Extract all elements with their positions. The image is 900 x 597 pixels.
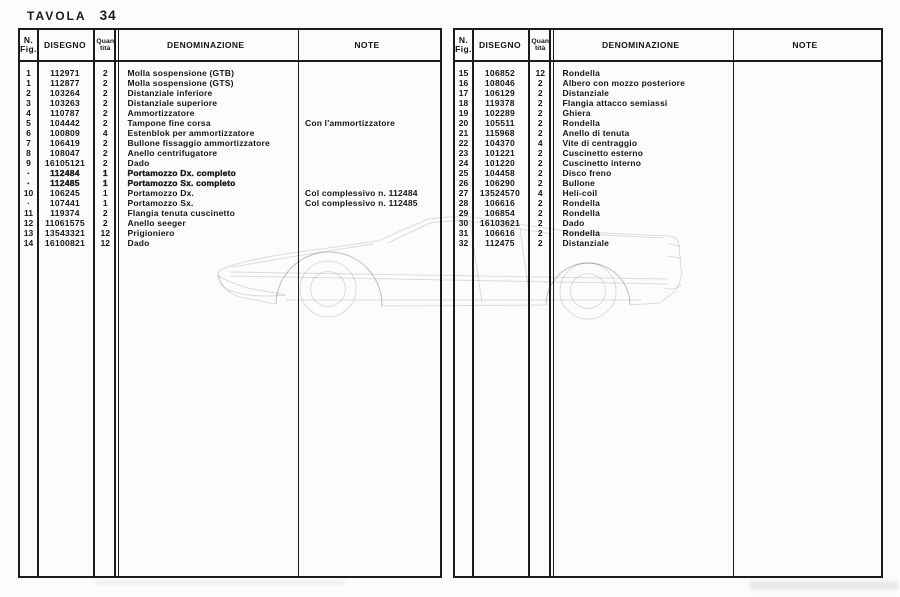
cell-fig: · — [27, 168, 30, 178]
header-note: NOTE — [792, 39, 818, 50]
page-title — [27, 8, 117, 23]
cell-qty: 2 — [537, 118, 543, 128]
cell-disegno: 11061575 — [45, 218, 85, 228]
table-row — [20, 68, 440, 78]
table-row — [455, 158, 881, 168]
table-row — [455, 178, 881, 188]
cell-denom: Flangia attacco semiassi — [562, 98, 668, 108]
cell-qty: 2 — [102, 108, 108, 118]
cell-disegno: 108047 — [49, 148, 81, 158]
cell-disegno: 106245 — [49, 188, 81, 198]
cell-fig: 24 — [458, 158, 469, 168]
cell-denom: Disco freno — [562, 168, 612, 178]
table-row — [20, 148, 440, 158]
cell-disegno: 103264 — [49, 88, 81, 98]
cell-qty: 2 — [537, 178, 543, 188]
cell-denom: Dado — [127, 158, 150, 168]
cell-qty: 12 — [100, 238, 110, 248]
header-denominazione: DENOMINAZIONE — [167, 39, 245, 50]
cell-denom: Estenblok per ammortizzatore — [127, 128, 255, 138]
cell-fig: 26 — [458, 178, 469, 188]
table-row — [20, 168, 440, 178]
cell-qty: 2 — [102, 138, 108, 148]
cell-fig: 7 — [26, 138, 31, 148]
cell-fig: 6 — [26, 128, 31, 138]
cell-qty: 2 — [537, 238, 543, 248]
table-row — [20, 198, 440, 208]
cell-fig: 30 — [458, 218, 469, 228]
table-row — [455, 168, 881, 178]
cell-disegno: 108046 — [484, 78, 516, 88]
cell-qty: 2 — [537, 78, 543, 88]
cell-qty: 2 — [537, 228, 543, 238]
cell-qty: 1 — [102, 178, 108, 188]
header-qty-line1: Quan — [96, 37, 115, 45]
cell-disegno: 101220 — [484, 158, 516, 168]
cell-denom: Rondella — [562, 228, 600, 238]
cell-fig: 32 — [458, 238, 469, 248]
header-fig — [20, 36, 37, 54]
header-fig-line1: N. — [458, 35, 469, 46]
cell-denom: Cuscinetto interno — [562, 158, 642, 168]
cell-denom: Prigioniero — [127, 228, 175, 238]
cell-fig: 11 — [24, 208, 33, 218]
cell-disegno: 13524570 — [479, 188, 521, 198]
cell-qty: 1 — [102, 188, 108, 198]
scan-smudge-left — [95, 580, 345, 585]
cell-fig: · — [27, 178, 30, 188]
table-row — [20, 238, 440, 248]
cell-denom: Bullone fissaggio ammortizzatore — [127, 138, 270, 148]
table-row — [20, 88, 440, 98]
cell-fig: 2 — [26, 88, 31, 98]
cell-fig: · — [27, 198, 30, 208]
header-qty-line2: tità — [99, 45, 111, 52]
table-body-left — [20, 62, 440, 576]
cell-denom: Anello seeger — [127, 218, 186, 228]
cell-fig: 21 — [458, 128, 469, 138]
page-number: 34 — [99, 8, 117, 23]
table-row — [455, 148, 881, 158]
cell-qty: 2 — [102, 158, 108, 168]
cell-fig: 8 — [26, 148, 31, 158]
cell-denom: Heli-coil — [562, 188, 598, 198]
row-filler — [455, 248, 881, 576]
cell-denom: Distanziale — [562, 238, 610, 248]
table-row — [455, 98, 881, 108]
cell-fig: 27 — [458, 188, 469, 198]
cell-denom: Anello centrifugatore — [127, 148, 218, 158]
cell-qty: 1 — [102, 168, 108, 178]
cell-disegno: 106129 — [484, 88, 516, 98]
cell-denom: Molla sospensione (GTB) — [127, 68, 235, 78]
cell-fig: 29 — [458, 208, 469, 218]
cell-disegno: 112971 — [50, 68, 80, 78]
cell-fig: 19 — [458, 108, 469, 118]
table-row — [455, 128, 881, 138]
cell-disegno: 110787 — [50, 108, 80, 118]
cell-note: Col complessivo n. 112484 — [305, 188, 418, 198]
cell-qty: 2 — [102, 68, 108, 78]
cell-fig: 1 — [26, 68, 31, 78]
row-filler — [20, 248, 440, 576]
cell-qty: 2 — [537, 198, 543, 208]
cell-note: Con l'ammortizzatore — [305, 118, 396, 128]
cell-qty: 2 — [102, 98, 108, 108]
cell-fig: 5 — [26, 118, 31, 128]
cell-qty: 2 — [537, 218, 543, 228]
cell-disegno: 112485 — [50, 178, 80, 188]
header-qty-line2: tità — [534, 45, 546, 52]
cell-fig: 4 — [26, 108, 31, 118]
cell-denom: Albero con mozzo posteriore — [562, 78, 686, 88]
cell-qty: 2 — [102, 88, 108, 98]
header-denominazione: DENOMINAZIONE — [602, 39, 680, 50]
cell-qty: 12 — [100, 228, 110, 238]
cell-qty: 2 — [537, 88, 543, 98]
cell-disegno: 106852 — [484, 68, 516, 78]
table-row — [20, 158, 440, 168]
cell-fig: 20 — [458, 118, 469, 128]
cell-disegno: 101221 — [484, 148, 516, 158]
cell-qty: 4 — [102, 128, 108, 138]
cell-denom: Rondella — [562, 208, 600, 218]
cell-disegno: 112877 — [50, 78, 80, 88]
cell-fig: 13 — [23, 228, 34, 238]
cell-denom: Ammortizzatore — [127, 108, 195, 118]
cell-disegno: 106616 — [484, 228, 516, 238]
header-note: NOTE — [354, 39, 380, 50]
cell-disegno: 119374 — [50, 208, 80, 218]
cell-denom: Distanziale inferiore — [127, 88, 213, 98]
cell-denom: Molla sospensione (GTS) — [127, 78, 234, 88]
cell-disegno: 106616 — [484, 198, 516, 208]
parts-table-right — [453, 28, 883, 578]
cell-fig: 31 — [458, 228, 469, 238]
cell-fig: 18 — [458, 98, 469, 108]
cell-denom: Distanziale — [562, 88, 610, 98]
table-row — [20, 178, 440, 188]
cell-denom: Rondella — [562, 68, 600, 78]
table-row — [20, 98, 440, 108]
table-row — [455, 88, 881, 98]
cell-qty: 2 — [102, 218, 108, 228]
cell-qty: 2 — [537, 98, 543, 108]
cell-disegno: 104458 — [484, 168, 516, 178]
cell-qty: 2 — [102, 208, 108, 218]
cell-qty: 2 — [537, 208, 543, 218]
cell-disegno: 106290 — [484, 178, 516, 188]
scan-smudge-right — [750, 581, 898, 590]
cell-denom: Rondella — [562, 198, 600, 208]
cell-note: Col complessivo n. 112485 — [305, 198, 418, 208]
cell-qty: 2 — [537, 168, 543, 178]
cell-fig: 17 — [458, 88, 469, 98]
cell-fig: 14 — [23, 238, 34, 248]
cell-denom: Portamozzo Sx. completo — [127, 178, 236, 188]
cell-disegno: 112484 — [50, 168, 80, 178]
table-row — [20, 138, 440, 148]
cell-disegno: 105511 — [485, 118, 515, 128]
cell-qty: 2 — [537, 158, 543, 168]
cell-qty: 2 — [102, 118, 108, 128]
table-row — [455, 238, 881, 248]
cell-fig: 22 — [458, 138, 469, 148]
cell-fig: 12 — [23, 218, 34, 228]
cell-denom: Flangia tenuta cuscinetto — [127, 208, 235, 218]
table-row — [20, 128, 440, 138]
table-row — [20, 118, 440, 128]
cell-denom: Distanziale superiore — [127, 98, 218, 108]
table-row — [20, 228, 440, 238]
cell-fig: 9 — [26, 158, 31, 168]
cell-fig: 25 — [458, 168, 469, 178]
cell-disegno: 16100821 — [44, 238, 86, 248]
cell-disegno: 106854 — [484, 208, 516, 218]
table-row — [455, 218, 881, 228]
cell-disegno: 106419 — [49, 138, 81, 148]
table-row — [20, 218, 440, 228]
table-row — [455, 138, 881, 148]
cell-disegno: 16105121 — [44, 158, 86, 168]
cell-disegno: 100809 — [49, 128, 81, 138]
cell-disegno: 119378 — [485, 98, 515, 108]
table-row — [455, 208, 881, 218]
cell-disegno: 104442 — [49, 118, 81, 128]
cell-disegno: 104370 — [484, 138, 516, 148]
cell-fig: 28 — [458, 198, 469, 208]
header-fig-line2: Fig. — [20, 44, 37, 54]
cell-fig: 1 — [26, 78, 31, 88]
cell-denom: Dado — [562, 218, 585, 228]
header-fig — [455, 36, 472, 54]
table-row — [455, 108, 881, 118]
cell-disegno: 115968 — [485, 128, 515, 138]
cell-disegno: 13543321 — [44, 228, 86, 238]
header-disegno: DISEGNO — [43, 39, 86, 50]
header-fig-line1: N. — [23, 35, 34, 46]
cell-qty: 2 — [537, 108, 543, 118]
cell-disegno: 107441 — [49, 198, 81, 208]
cell-disegno: 103263 — [49, 98, 81, 108]
table-row — [455, 68, 881, 78]
cell-qty: 4 — [537, 138, 543, 148]
cell-denom: Portamozzo Sx. — [127, 198, 194, 208]
cell-denom: Tampone fine corsa — [127, 118, 211, 128]
parts-table-left — [18, 28, 442, 578]
cell-disegno: 102289 — [484, 108, 516, 118]
cell-qty: 2 — [537, 148, 543, 158]
table-header-row — [20, 30, 440, 60]
cell-denom: Rondella — [562, 118, 600, 128]
cell-qty: 12 — [535, 68, 545, 78]
cell-denom: Portamozzo Dx. completo — [127, 168, 237, 178]
cell-denom: Cuscinetto esterno — [562, 148, 644, 158]
cell-denom: Ghiera — [562, 108, 591, 118]
cell-fig: 15 — [458, 68, 469, 78]
cell-denom: Anello di tenuta — [562, 128, 630, 138]
table-row — [455, 118, 881, 128]
header-fig-line2: Fig. — [455, 44, 472, 54]
cell-disegno: 16103621 — [479, 218, 521, 228]
table-row — [20, 208, 440, 218]
cell-denom: Vite di centraggio — [562, 138, 638, 148]
table-row — [20, 188, 440, 198]
cell-denom: Bullone — [562, 178, 596, 188]
cell-denom: Portamozzo Dx. — [127, 188, 195, 198]
cell-qty: 2 — [537, 128, 543, 138]
cell-qty: 4 — [537, 188, 543, 198]
cell-fig: 3 — [26, 98, 31, 108]
header-disegno: DISEGNO — [478, 39, 521, 50]
table-header-row — [455, 30, 881, 60]
header-qty-line1: Quan — [531, 37, 550, 45]
table-row — [455, 228, 881, 238]
cell-disegno: 112475 — [485, 238, 515, 248]
page-title-label: TAVOLA — [27, 9, 87, 23]
cell-fig: 23 — [458, 148, 469, 158]
table-row — [455, 188, 881, 198]
cell-fig: 10 — [23, 188, 34, 198]
cell-qty: 2 — [102, 148, 108, 158]
cell-denom: Dado — [127, 238, 150, 248]
cell-qty: 2 — [102, 78, 108, 88]
table-row — [20, 108, 440, 118]
table-row — [455, 198, 881, 208]
table-row — [455, 78, 881, 88]
cell-qty: 1 — [102, 198, 108, 208]
table-body-right — [455, 62, 881, 576]
cell-fig: 16 — [458, 78, 469, 88]
table-row — [20, 78, 440, 88]
